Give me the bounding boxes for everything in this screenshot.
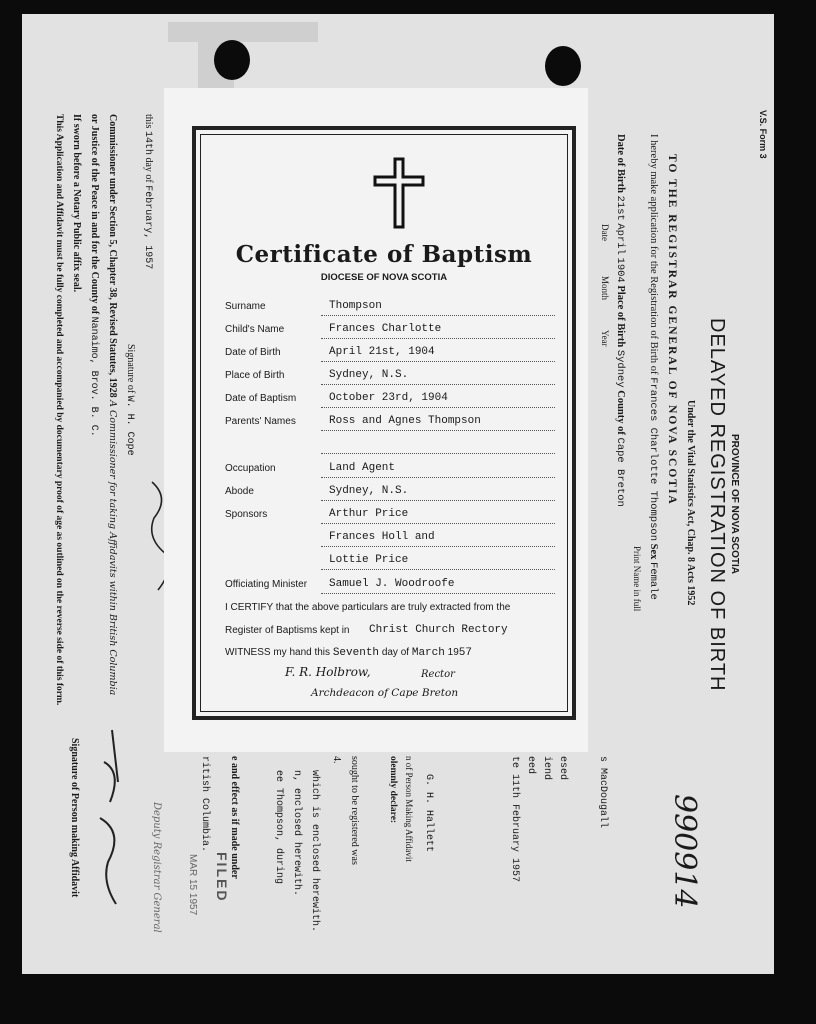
field-occupation: Occupation Land Agent xyxy=(225,463,555,481)
field-abode: Abode Sydney, N.S. xyxy=(225,486,555,504)
partial-line: s MacDougall xyxy=(597,756,608,829)
archdeacon-title: Archdeacon of Cape Breton xyxy=(311,687,459,699)
registrar-stamp: Deputy Registrar General xyxy=(151,802,162,933)
field-surname: Surname Thompson xyxy=(225,301,555,319)
punch-hole xyxy=(214,40,250,80)
completion-instructions: This Application and Affidavit must be fully completed and accompanied by documentary proof of age as outlined on the reverse side of this form. xyxy=(54,114,64,706)
baptism-certificate xyxy=(164,88,588,752)
rector-signature: F. R. Holbrow, xyxy=(285,665,371,679)
field-date-of-baptism: Date of Baptism October 23rd, 1904 xyxy=(225,393,555,411)
partial-line: sought to be registered was xyxy=(349,756,360,865)
dob-month-caption: Month xyxy=(600,276,610,301)
partial-line: iend xyxy=(541,756,552,781)
partial-line: ee Thompson, during xyxy=(273,770,284,885)
partial-line: esed xyxy=(557,756,568,781)
partial-line: which is enclosed herewith. xyxy=(309,770,320,933)
reference-number: 990914 xyxy=(667,794,702,909)
witness-line: WITNESS my hand this Seventh day of March 1957 xyxy=(225,647,472,659)
partial-line: ritish Columbia. xyxy=(199,756,210,853)
form-title: DELAYED REGISTRATION OF BIRTH xyxy=(706,318,728,692)
print-name-label: Print Name in full xyxy=(632,546,642,612)
justice-line: or Justice of the Peace in and for the County of Nanaimo, Brov. B. C. xyxy=(88,114,100,437)
registrar-address: TO THE REGISTRAR GENERAL OF NOVA SCOTIA xyxy=(666,154,678,506)
certificate-border xyxy=(192,126,576,720)
cross-icon xyxy=(371,157,427,231)
field-parents-names: Parents' Names Ross and Agnes Thompson xyxy=(225,416,555,434)
field-blank xyxy=(225,439,555,457)
stamp-date: MAR 15 1957 xyxy=(187,854,198,916)
dob-year-caption: Year xyxy=(600,330,610,347)
field-date-of-birth: Date of Birth April 21st, 1904 xyxy=(225,347,555,365)
field-child-name: Child's Name Frances Charlotte xyxy=(225,324,555,342)
tape-strip xyxy=(168,22,318,42)
dob-day-caption: Date xyxy=(600,224,610,241)
filed-stamp: FILED xyxy=(214,852,230,903)
notary-instruction: If sworn before a Notary Public affix seal. xyxy=(71,114,82,293)
partial-line: te 11th February 1957 xyxy=(509,756,520,883)
act-reference: Under the Vital Statistics Act, Chap. 8 Acts 1952 xyxy=(685,400,696,606)
sworn-date-line: this 14th day of February, 1957 xyxy=(142,114,154,270)
partial-line: G. H. Hallett xyxy=(423,774,434,853)
partial-line: e and effect as if made under xyxy=(229,756,240,879)
application-text: I hereby make application for the Registration of Birth of Frances Charlotte Thompson Sex Female xyxy=(647,134,659,600)
signature-of-line: Signature of W. H. Cope xyxy=(124,344,136,456)
field-place-of-birth: Place of Birth Sydney, N.S. xyxy=(225,370,555,388)
affiant-signature-label: Signature of Person making Affidavit xyxy=(69,738,80,898)
field-sponsors-3: Lottie Price xyxy=(225,555,555,573)
field-officiating-minister: Officiating Minister Samuel J. Woodroofe xyxy=(225,579,555,597)
birth-line: Date of Birth 21st April 1904 Place of Birth Sydney County of Cape Breton xyxy=(614,134,626,507)
partial-line: olemnly declare: xyxy=(388,756,398,824)
partial-line: n of Person Making Affidavit xyxy=(404,756,414,862)
field-sponsors: Sponsors Arthur Price xyxy=(225,509,555,527)
rector-title: Rector xyxy=(421,669,455,680)
field-sponsors-2: Frances Holl and xyxy=(225,532,555,550)
diocese-label: DIOCESE OF NOVA SCOTIA xyxy=(320,272,448,283)
partial-line: 4. xyxy=(331,756,342,764)
register-location: Christ Church Rectory xyxy=(369,624,508,636)
form-number: V.S. Form 3 xyxy=(758,110,768,159)
province-label: PROVINCE OF NOVA SCOTIA xyxy=(729,434,740,575)
partial-line: eed xyxy=(525,756,536,775)
certificate-title: Certificate of Baptism xyxy=(235,241,533,268)
partial-line: n, enclosed herewith. xyxy=(291,770,302,897)
affiant-signature xyxy=(82,722,142,912)
register-text: Register of Baptisms kept in xyxy=(225,625,350,636)
punch-hole xyxy=(545,46,581,86)
commissioner-line: Commissioner under Section 5, Chapter 38, Revised Statutes, 1928 A Commissioner for taking Affidavits within British Columbia xyxy=(107,114,118,696)
certify-text: I CERTIFY that the above particulars are truly extracted from the xyxy=(225,602,511,613)
